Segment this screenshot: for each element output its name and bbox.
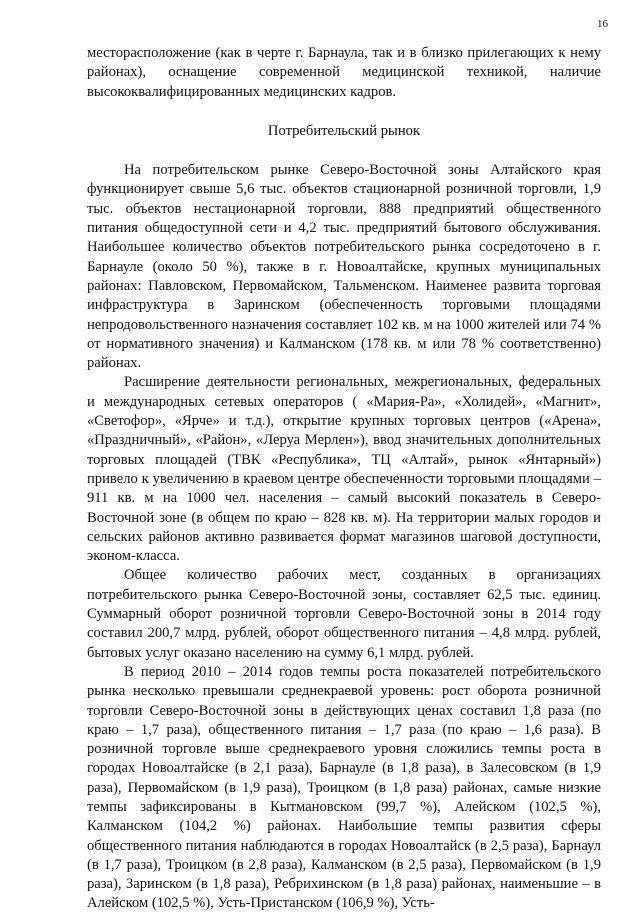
section-heading: Потребительский рынок <box>267 122 421 139</box>
page-number: 16 <box>597 18 608 30</box>
paragraph-growth-rates: В период 2010 – 2014 годов темпы роста показателей потребительского рынка несколько превышали среднекраевой уровень: рост оборота розничной торговли Северо-Восточной зоны в действующих ценах составил 1,8 раза (по краю – 1,7 раза), общественного питания – 1,7 раза (по краю – 1,6 раза). В розничной торговле выше среднекраевого уровня сложились темпы роста в городах Новоалтайске (в 2,1 раза), Барнауле (в 1,8 раза), в Залесовском (в 1,9 раза), Первомайском (в 1,9 раза), Троицком (в 1,8 раза) районах, самые низкие темпы зафиксированы в Кытмановском (99,7 %), Алейском (102,5 %), Калманском (104,2 %) районах. Наибольшие темпы развития сферы общественного питания наблюдаются в городах Новоалтайск (в 2,5 раза), Барнаул (в 1,7 раза), Троицком (в 2,8 раза), Калманском (в 2,5 раза), Первомайском (в 1,9 раза), Заринском (в 1,8 раза), Ребрихинском (в 1,8 раза) районах, наименьшие – в Алейском (102,5 %), Усть-Пристанском (106,9 %), Усть- <box>87 663 601 912</box>
page-body <box>87 44 601 914</box>
paragraph-consumer-market-overview: На потребительском рынке Северо-Восточной зоны Алтайского края функционирует свыше 5,6 тыс. объектов стационарной розничной торговли, 1,9 тыс. объектов нестационарной торговли, 888 предприятий общественного питания общедоступной сети и 4,2 тыс. предприятий бытового обслуживания. Наибольшее количество объектов потребительского рынка сосредоточено в г. Барнауле (около 50 %), также в г. Новоалтайске, крупных муниципальных районах: Павловском, Первомайском, Тальменском. Наименее развита торговая инфраструктура в Заринском (обеспеченность торговыми площадями непродовольственного назначения составляет 102 кв. м на 1000 жителей или 74 % от нормативного значения) и Калманском (178 кв. м или 78 % соответственно) районах. <box>87 162 601 372</box>
paragraph-retail-networks: Расширение деятельности региональных, межрегиональных, федеральных и международных сетевых операторов ( «Мария-Ра», «Холидей», «Магнит», «Светофор», «Ярче» и т.д.), открытие крупных торговых центров («Арена», «Праздничный», «Район», «Леруа Мерлен»), ввод значительных дополнительных торговых площадей (ТВК «Республика», ТЦ «Алтай», рынок «Янтарный») привело к увеличению в краевом центре обеспеченности торговыми площадями – 911 кв. м на 1000 чел. населения – самый высокий показатель в Северо-Восточной зоне (в общем по краю – 828 кв. м). На территории малых городов и сельских районов активно развивается формат магазинов шаговой доступности, эконом-класса. <box>87 374 601 565</box>
intro-paragraph: месторасположение (как в черте г. Барнаула, так и в близко прилегающих к нему районах), оснащение современной медицинской техникой, наличие высококвалифицированных медицинских кадров. <box>87 45 601 100</box>
paragraph-workplaces-turnover: Общее количество рабочих мест, созданных в организациях потребительского рынка Северо-Восточной зоны, составляет 62,5 тыс. единиц. Суммарный оборот розничной торговли Северо-Восточной зоны в 2014 году составил 200,7 млрд. рублей, оборот общественного питания – 4,8 млрд. рублей, бытовых услуг оказано населению на сумму 6,1 млрд. рублей. <box>87 567 601 661</box>
